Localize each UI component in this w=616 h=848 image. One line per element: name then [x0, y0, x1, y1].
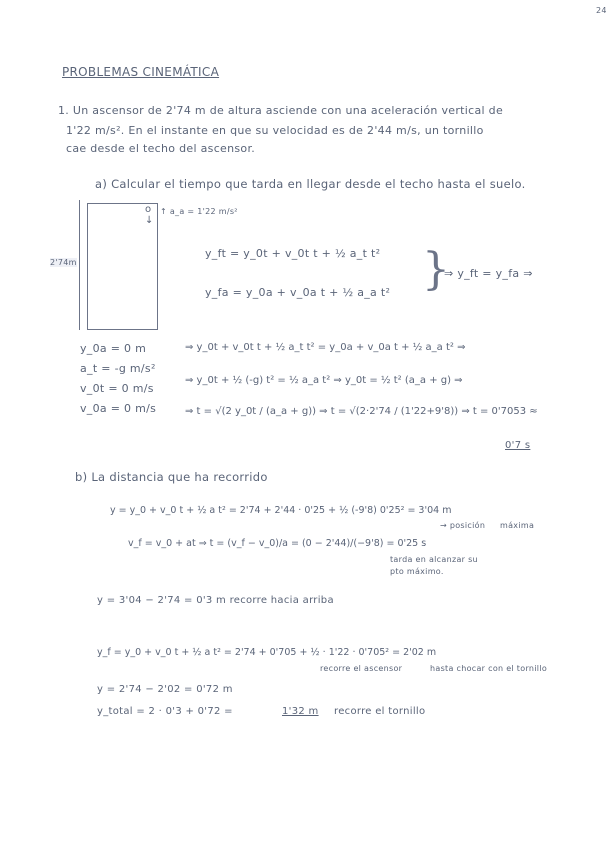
- condition: v_0t = 0 m/s: [80, 382, 154, 395]
- equation: y = y_0 + v_0 t + ½ a t² = 2'74 + 2'44 · 0'25 + ½ (-9'8) 0'25² = 3'04 m: [110, 505, 452, 516]
- page-title: PROBLEMAS CINEMÁTICA: [62, 65, 220, 79]
- screw-icon: o ↓: [145, 204, 154, 226]
- problem-line: cae desde el techo del ascensor.: [66, 142, 256, 155]
- note: recorre el ascensor: [320, 664, 403, 673]
- condition: y_0a = 0 m: [80, 342, 147, 355]
- condition: v_0a = 0 m/s: [80, 402, 157, 415]
- step: ⇒ y_0t + ½ (-g) t² = ½ a_a t² ⇒ y_0t = ½ t² (a_a + g) ⇒: [185, 375, 463, 386]
- accel-label: ↑ a_a = 1'22 m/s²: [160, 207, 238, 216]
- problem-line: 1'22 m/s². En el instante en que su velocidad es de 2'44 m/s, un tornillo: [66, 124, 484, 137]
- equation: y_total = 2 · 0'3 + 0'72 =: [97, 706, 233, 717]
- equation: y_ft = y_0t + v_0t t + ½ a_t t²: [205, 247, 381, 260]
- problem-line: 1. Un ascensor de 2'74 m de altura asciende con una aceleración vertical de: [58, 104, 504, 117]
- step: ⇒ t = √(2 y_0t / (a_a + g)) ⇒ t = √(2·2'74 / (1'22+9'8)) ⇒ t = 0'7053 ≈: [185, 406, 538, 417]
- condition: a_t = -g m/s²: [80, 362, 156, 375]
- equation: ⇒ y_ft = y_fa ⇒: [444, 267, 533, 280]
- note: pto máximo.: [390, 567, 444, 576]
- brace: }: [422, 244, 450, 295]
- note: máxima: [500, 521, 535, 530]
- equation: y = 3'04 − 2'74 = 0'3 m recorre hacia arriba: [97, 595, 334, 606]
- equation: y_fa = y_0a + v_0a t + ½ a_a t²: [205, 286, 391, 299]
- height-label: 2'74m: [50, 258, 77, 267]
- part-a-heading: a) Calcular el tiempo que tarda en llegar desde el techo hasta el suelo.: [95, 177, 526, 191]
- note: tarda en alcanzar su: [390, 555, 478, 564]
- note: hasta chocar con el tornillo: [430, 664, 548, 673]
- answer-a: 0'7 s: [505, 440, 531, 451]
- page-number: 24: [596, 6, 607, 15]
- equation: y_f = y_0 + v_0 t + ½ a t² = 2'74 + 0'705 + ½ · 1'22 · 0'705² = 2'02 m: [97, 647, 437, 658]
- note: recorre el tornillo: [334, 706, 426, 717]
- answer-b: 1'32 m: [282, 706, 319, 717]
- equation: v_f = v_0 + at ⇒ t = (v_f − v_0)/a = (0 − 2'44)/(−9'8) = 0'25 s: [128, 538, 427, 549]
- note: → posición: [440, 521, 486, 530]
- part-b-heading: b) La distancia que ha recorrido: [75, 470, 268, 484]
- step: ⇒ y_0t + v_0t t + ½ a_t t² = y_0a + v_0a t + ½ a_a t² ⇒: [185, 342, 466, 353]
- height-arrow: [79, 200, 80, 330]
- equation: y = 2'74 − 2'02 = 0'72 m: [97, 684, 233, 695]
